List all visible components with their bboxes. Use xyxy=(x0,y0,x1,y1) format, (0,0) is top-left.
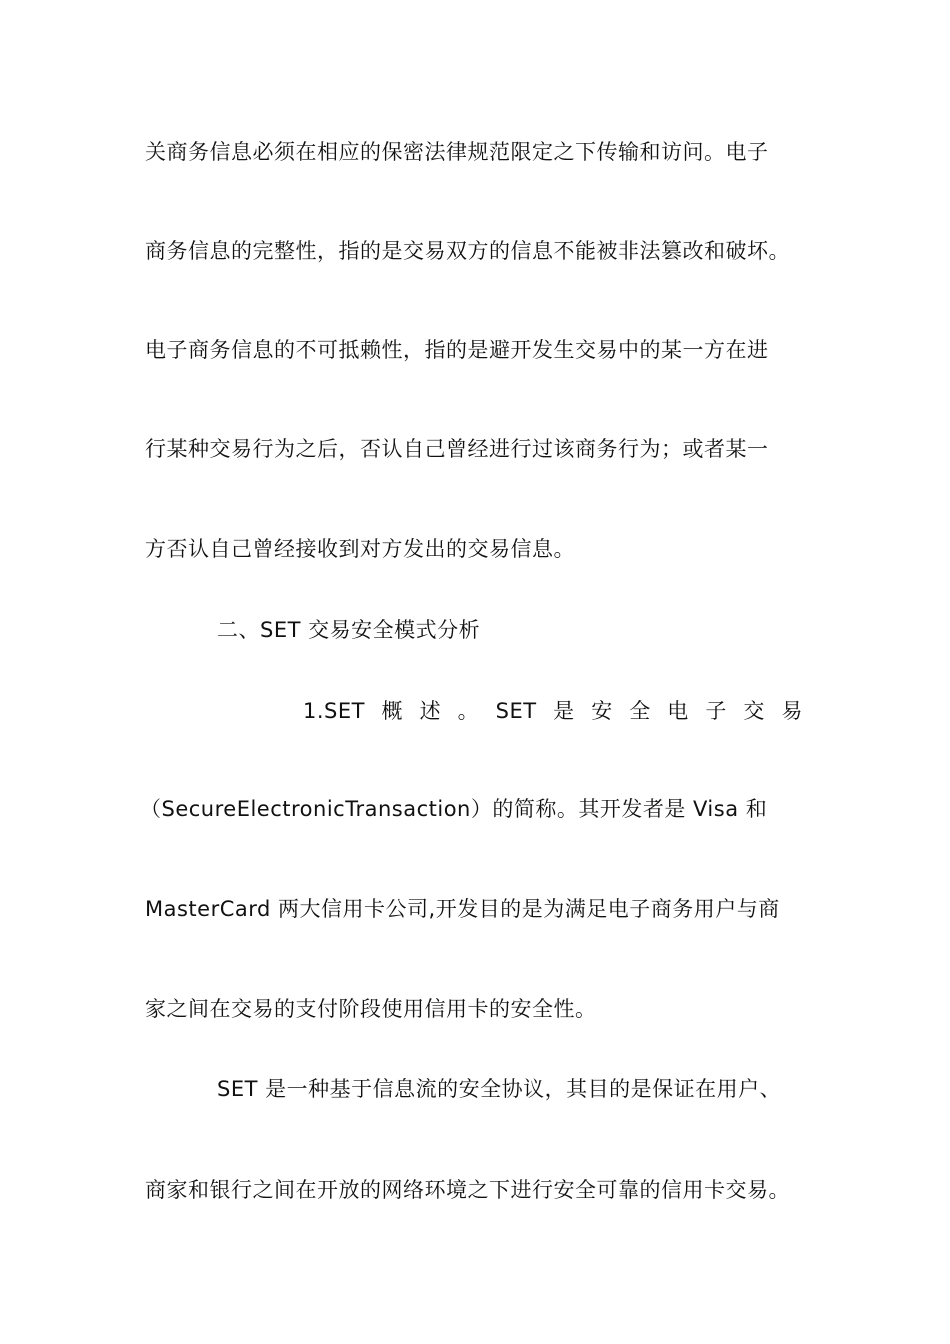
spaced-word: 是 xyxy=(553,699,575,723)
section-heading: 二、SET 交易安全模式分析 xyxy=(217,618,481,642)
spaced-word: 交 xyxy=(743,699,765,723)
paragraph-line-10: SET 是一种基于信息流的安全协议，其目的是保证在用户、 xyxy=(217,1077,782,1101)
paragraph-line-9: 家之间在交易的支付阶段使用信用卡的安全性。 xyxy=(145,997,597,1021)
paragraph-line-4: 行某种交易行为之后，否认自己曾经进行过该商务行为；或者某一 xyxy=(145,437,769,461)
paragraph-line-11: 商家和银行之间在开放的网络环境之下进行安全可靠的信用卡交易。 xyxy=(145,1178,790,1202)
spaced-word: 1.SET xyxy=(303,699,365,723)
spaced-paragraph-line xyxy=(303,696,803,726)
paragraph-line-7: （SecureElectronicTransaction）的简称。其开发者是 Visa 和 xyxy=(140,797,768,821)
spaced-word: 。 xyxy=(457,699,480,723)
spaced-word: 子 xyxy=(705,699,727,723)
spaced-word: 电 xyxy=(667,699,689,723)
spaced-word: 述 xyxy=(419,699,442,723)
paragraph-line-1: 关商务信息必须在相应的保密法律规范限定之下传输和访问。电子 xyxy=(145,140,769,164)
spaced-word: 概 xyxy=(381,699,404,723)
paragraph-line-3: 电子商务信息的不可抵赖性，指的是避开发生交易中的某一方在进 xyxy=(145,338,769,362)
paragraph-line-5: 方否认自己曾经接收到对方发出的交易信息。 xyxy=(145,537,575,561)
spaced-word: 安 xyxy=(591,699,613,723)
paragraph-line-2: 商务信息的完整性，指的是交易双方的信息不能被非法篡改和破坏。 xyxy=(145,239,790,263)
spaced-word: 易 xyxy=(781,699,803,723)
spaced-word: SET xyxy=(495,699,537,723)
spaced-word: 全 xyxy=(629,699,651,723)
paragraph-line-8: MasterCard 两大信用卡公司,开发目的是为满足电子商务用户与商 xyxy=(145,897,780,921)
